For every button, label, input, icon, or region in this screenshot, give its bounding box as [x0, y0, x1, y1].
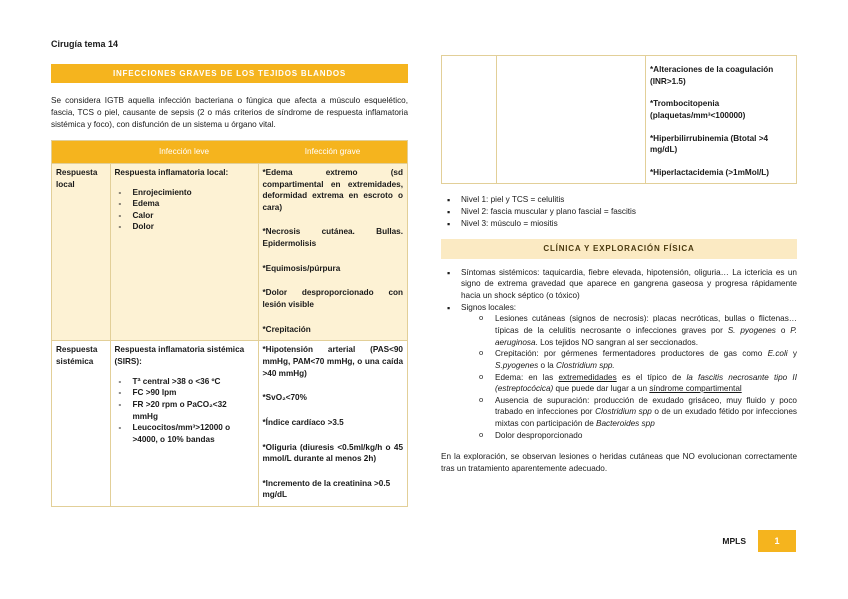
severe-item: *Hiperbilirrubinemia (Btotal >4 mg/dL): [650, 133, 769, 155]
table-header-mild: Infección leve: [110, 141, 258, 164]
local-signs-list: [461, 313, 797, 441]
continued-severe-cell: [646, 56, 797, 184]
table-header-empty: [52, 141, 111, 164]
severe-item: *Oliguria (diuresis <0.5ml/kg/h o 45 mmol/L durante al menos 2h): [262, 442, 403, 464]
left-column: [51, 64, 408, 507]
severe-item: *Crepitación: [262, 324, 311, 334]
document-header: Cirugía tema 14: [51, 39, 119, 49]
severe-item: *Incremento de la creatinina >0.5 mg/dL: [262, 478, 391, 500]
severe-item: *SvO₂<70%: [262, 393, 307, 403]
row-label-systemic: Respuesta sistémica: [52, 341, 111, 507]
list-item: - Leucocitos/mm³>12000 o >4000, o 10% bandas: [133, 422, 254, 445]
list-item: - FR >20 rpm o PaCO₂<32 mmHg: [133, 399, 254, 422]
systemic-severe-cell: [258, 341, 408, 507]
severity-table-continued: [441, 55, 797, 184]
empty-cell: [442, 56, 497, 184]
clinical-list: [441, 267, 797, 442]
depth-levels-list: [441, 194, 797, 229]
empty-cell: [497, 56, 646, 184]
footer-label: MPLS: [722, 535, 746, 546]
severe-item: *Hiperlactacidemia (>1mMol/L): [650, 167, 769, 177]
severe-item: *Índice cardíaco >3.5: [262, 417, 344, 427]
local-signs-title: Signos locales:: [461, 302, 517, 312]
list-item: - Dolor: [133, 221, 254, 233]
list-item: - Enrojecimiento: [133, 187, 254, 199]
section-title-clinica: CLÍNICA Y EXPLORACIÓN FÍSICA: [441, 239, 797, 258]
table-row-local: [52, 163, 408, 340]
page-footer: [722, 530, 796, 552]
list-item: ▪ Nivel 3: músculo = miositis: [461, 218, 797, 230]
local-severe-cell: [258, 163, 408, 340]
list-item: o Crepitación: por gérmenes fermentadores productores de gas como E.coli y S.pyogenes o la Clostridium spp.: [495, 348, 797, 371]
list-item: - Tª central >38 o <36 ºC: [133, 376, 254, 388]
severe-item: *Dolor desproporcionado con lesión visible: [262, 288, 403, 310]
table-header-severe: Infección grave: [258, 141, 408, 164]
intro-paragraph: Se considera IGTB aquella infección bacteriana o fúngica que afecta a músculo esquelético, fascia, TCS o piel, causante de sepsis (2 o más criterios de síndrome de respuesta inflamatoria sistémica y foco), con disfunción de un sistema u órgano vital.: [51, 96, 408, 129]
local-mild-title: Respuesta inflamatoria local:: [114, 167, 229, 177]
right-column: [441, 55, 797, 475]
list-item: - FC >90 lpm: [133, 387, 254, 399]
list-item: o Ausencia de supuración: producción de exudado grisáceo, muy fluido y poco trabado en infecciones por Clostridium spp o de un exudado fétido por infecciones mixtas con participación de Bacteroides spp: [495, 395, 797, 430]
table-row-continued: [442, 56, 797, 184]
systemic-mild-title: Respuesta inflamatoria sistémica (SIRS):: [114, 345, 245, 366]
local-mild-list: [115, 187, 254, 234]
severe-item: *Trombocitopenia (plaquetas/mm³<100000): [650, 99, 746, 120]
list-item: - Calor: [133, 210, 254, 222]
severe-item: *Equimosis/púrpura: [262, 263, 341, 273]
systemic-mild-cell: [110, 341, 258, 507]
list-item: o Edema: en las extremedidades es el típico de la fascitis necrosante tipo II (estreptocócica) que puede dar lugar a un síndrome compartimental: [495, 372, 797, 395]
list-item: o Lesiones cutáneas (signos de necrosis): placas necróticas, bullas o flictenas… típicas de la celulitis necrosante o infecciones graves por S. pyogenes o P. aeruginosa. Los tejidos NO sangran al ser seccionados.: [495, 313, 797, 348]
table-header-row: [52, 141, 408, 164]
page-number: 1: [758, 530, 796, 552]
table-row-systemic: [52, 341, 408, 507]
row-label-local: Respuesta local: [52, 163, 111, 340]
exploration-paragraph: En la exploración, se observan lesiones o heridas cutáneas que NO evolucionan correctamente tras un tratamiento aparentemente adecuado.: [441, 452, 797, 474]
list-item-systemic-symptoms: ▪ Síntomas sistémicos: taquicardia, fiebre elevada, hipotensión, oliguria… La ictericia es un signo de extrema gravedad que aparece en gangrena gaseosa y progresa rápidamente hacia un shock séptico (o tóxico): [461, 267, 797, 302]
list-item: - Edema: [133, 198, 254, 210]
severe-item: *Hipotensión arterial (PAS<90 mmHg, PAM<70 mmHg, o una caída >40 mmHg): [262, 345, 403, 378]
list-item: ▪ Nivel 2: fascia muscular y plano fascial = fascitis: [461, 206, 797, 218]
severe-item: *Edema extremo (sd compartimental en extremidades, deformidad extrema en escroto o cara): [262, 167, 403, 212]
section-title-igtb: INFECCIONES GRAVES DE LOS TEJIDOS BLANDOS: [51, 64, 408, 83]
severe-item: *Alteraciones de la coagulación (INR>1.5): [650, 65, 774, 86]
list-item-local-signs: [461, 302, 797, 442]
local-mild-cell: [110, 163, 258, 340]
list-item: ▪ Nivel 1: piel y TCS = celulitis: [461, 194, 797, 206]
severity-table: [51, 140, 408, 507]
systemic-mild-list: [115, 376, 254, 446]
severe-item: *Necrosis cutánea. Bullas. Epidermolisis: [262, 227, 403, 249]
list-item: o Dolor desproporcionado: [495, 430, 797, 442]
